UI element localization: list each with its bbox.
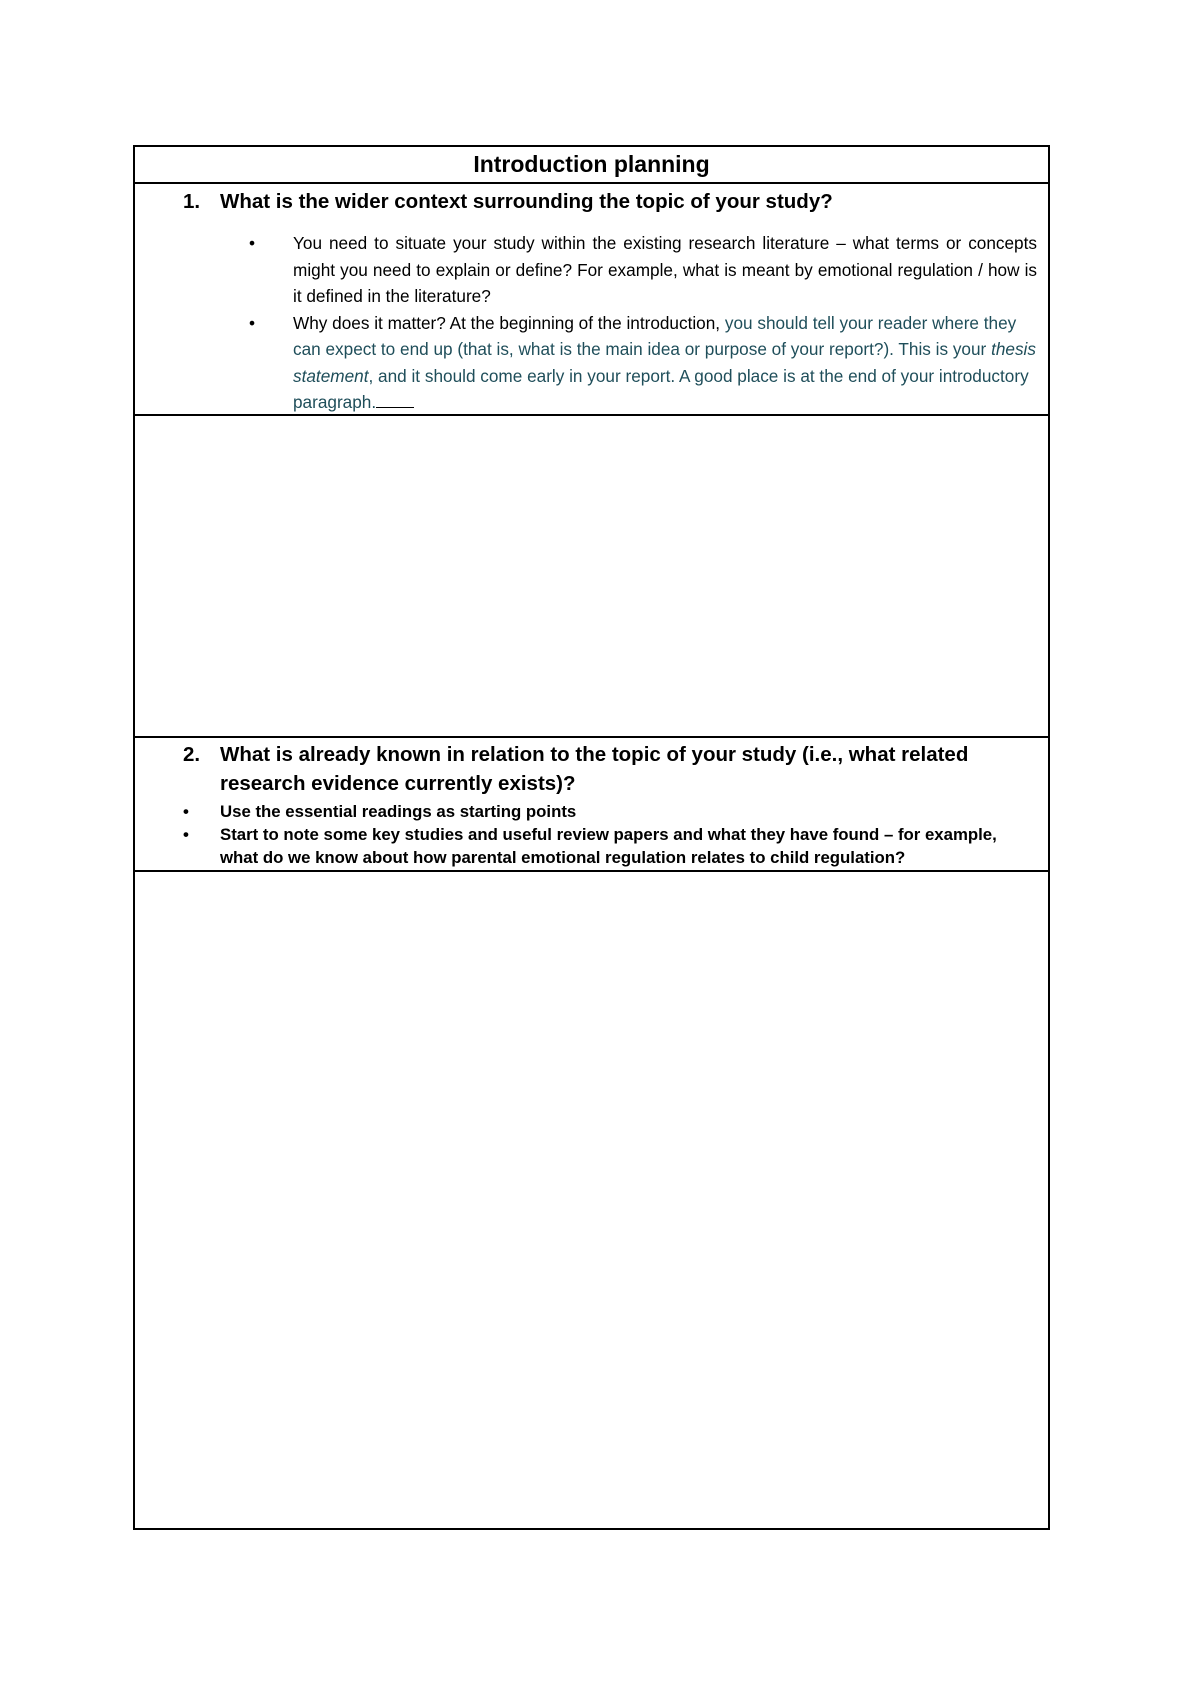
- section-1-question-text: What is the wider context surrounding the topic of your study?: [220, 190, 833, 213]
- section-2-bullet-list: [183, 800, 1032, 869]
- section-1-answer-area[interactable]: [135, 416, 1048, 738]
- bullet-text: Use the essential readings as starting points: [220, 802, 577, 821]
- list-item: [183, 823, 1032, 869]
- section-2-question-text: What is already known in relation to the topic of your study (i.e., what related research evidence currently exists)?: [220, 743, 969, 795]
- bullet-text-part-1: Why does it matter? At the beginning of the introduction,: [293, 312, 725, 333]
- list-item: [183, 800, 1032, 823]
- bullet-text: You need to situate your study within the existing research literature – what terms or concepts might you need to explain or define? For example, what is meant by emotional regulation / how is it defined in the literature?: [293, 233, 1037, 306]
- bullet-icon: •: [183, 825, 189, 844]
- section-2-number: 2.: [183, 743, 201, 766]
- bullet-icon: •: [249, 312, 256, 333]
- title-row: [135, 147, 1048, 184]
- section-1-number: 1.: [183, 190, 201, 213]
- bullet-icon: •: [183, 802, 189, 821]
- table-title: Introduction planning: [473, 151, 710, 177]
- bullet-text-part-3: , and it should come early in your report. A good place is at the end of your introductory paragraph.: [293, 365, 1029, 412]
- section-1-bullet-list: [249, 230, 1037, 416]
- section-1-question-cell: [135, 184, 1048, 416]
- thesis-statement-emphasis: thesis statement: [293, 339, 1036, 386]
- list-item: [249, 230, 1037, 310]
- section-2-question: [183, 740, 1030, 798]
- section-2-answer-area[interactable]: [135, 872, 1048, 1528]
- bullet-text: Start to note some key studies and useful review papers and what they have found – for example, what do we know about how parental emotional regulation relates to child regulation?: [220, 825, 997, 867]
- list-item: [249, 310, 1037, 416]
- bullet-text-part-2: you should tell your reader where they can expect to end up (that is, what is the main idea or purpose of your report?). This is your: [293, 312, 1017, 359]
- trailing-underline: [376, 406, 414, 408]
- section-1-question: [183, 187, 1030, 216]
- bullet-icon: •: [249, 233, 256, 253]
- planning-table: [133, 145, 1050, 1530]
- section-2-question-cell: [135, 738, 1048, 872]
